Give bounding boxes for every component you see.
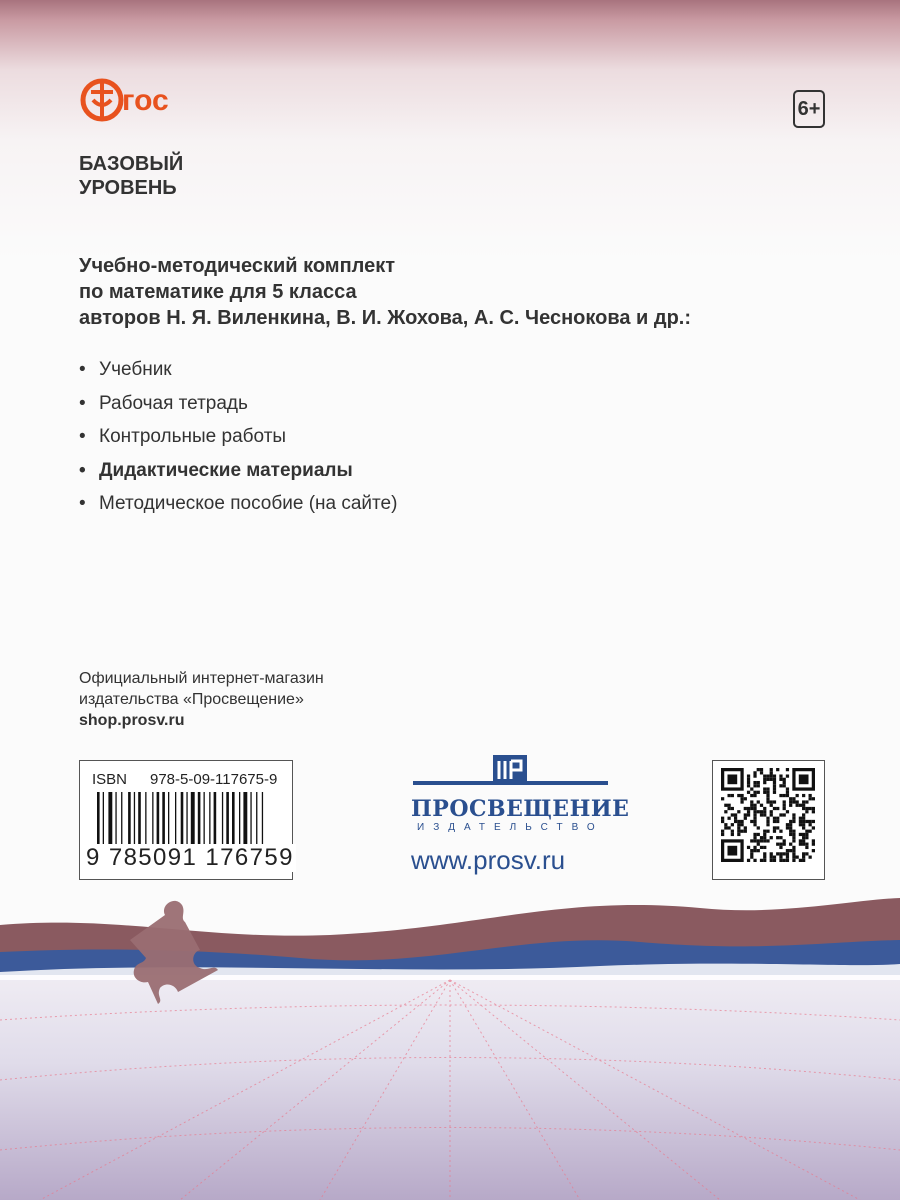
bullet-icon: •	[79, 359, 86, 380]
list-item	[79, 454, 397, 488]
publisher-url[interactable]: www.prosv.ru	[411, 845, 566, 875]
level-line: БАЗОВЫЙ	[79, 153, 184, 175]
bullet-icon: •	[79, 493, 86, 514]
list-item	[79, 353, 397, 387]
bullet-icon: •	[79, 459, 86, 481]
wave-decoration	[0, 880, 900, 1200]
list-item-label: Контрольные работы	[99, 426, 287, 447]
list-item	[79, 487, 397, 521]
shop-link[interactable]: shop.prosv.ru	[79, 712, 185, 729]
shop-line: издательства «Просвещение»	[79, 691, 304, 708]
list-item-label: Учебник	[99, 359, 172, 380]
level-line: УРОВЕНЬ	[79, 177, 177, 199]
isbn-label: ISBN	[92, 771, 128, 788]
list-item-label: Дидактические материалы	[99, 459, 353, 481]
fgos-logo-text: гос	[122, 84, 169, 117]
kit-title-line: по математике для 5 класса	[79, 281, 357, 303]
kit-title-line: авторов Н. Я. Виленкина, В. И. Жохова, А. С. Чеснокова и др.:	[79, 307, 692, 329]
list-item-label: Рабочая тетрадь	[99, 392, 248, 414]
list-item-label: Методическое пособие (на сайте)	[99, 493, 398, 514]
kit-items-list	[79, 353, 397, 521]
bullet-icon: •	[79, 392, 86, 414]
shop-info	[79, 668, 324, 731]
age-rating-badge: 6+	[793, 90, 825, 128]
list-item	[79, 420, 397, 454]
qr-code-icon[interactable]	[721, 768, 815, 862]
isbn-number: 978-5-09-117675-9	[150, 771, 278, 788]
publisher-subtitle: ИЗДАТЕЛЬСТВО	[417, 822, 604, 833]
publisher-name: ПРОСВЕЩЕНИЕ	[411, 796, 630, 822]
barcode-digits: 9 785091 176759	[86, 844, 294, 871]
level-label	[79, 152, 183, 200]
kit-title-line: Учебно-методический комплект	[79, 255, 396, 277]
kit-title	[79, 253, 691, 331]
shop-line: Официальный интернет-магазин	[79, 670, 324, 687]
list-item	[79, 387, 397, 421]
bullet-icon: •	[79, 426, 86, 447]
